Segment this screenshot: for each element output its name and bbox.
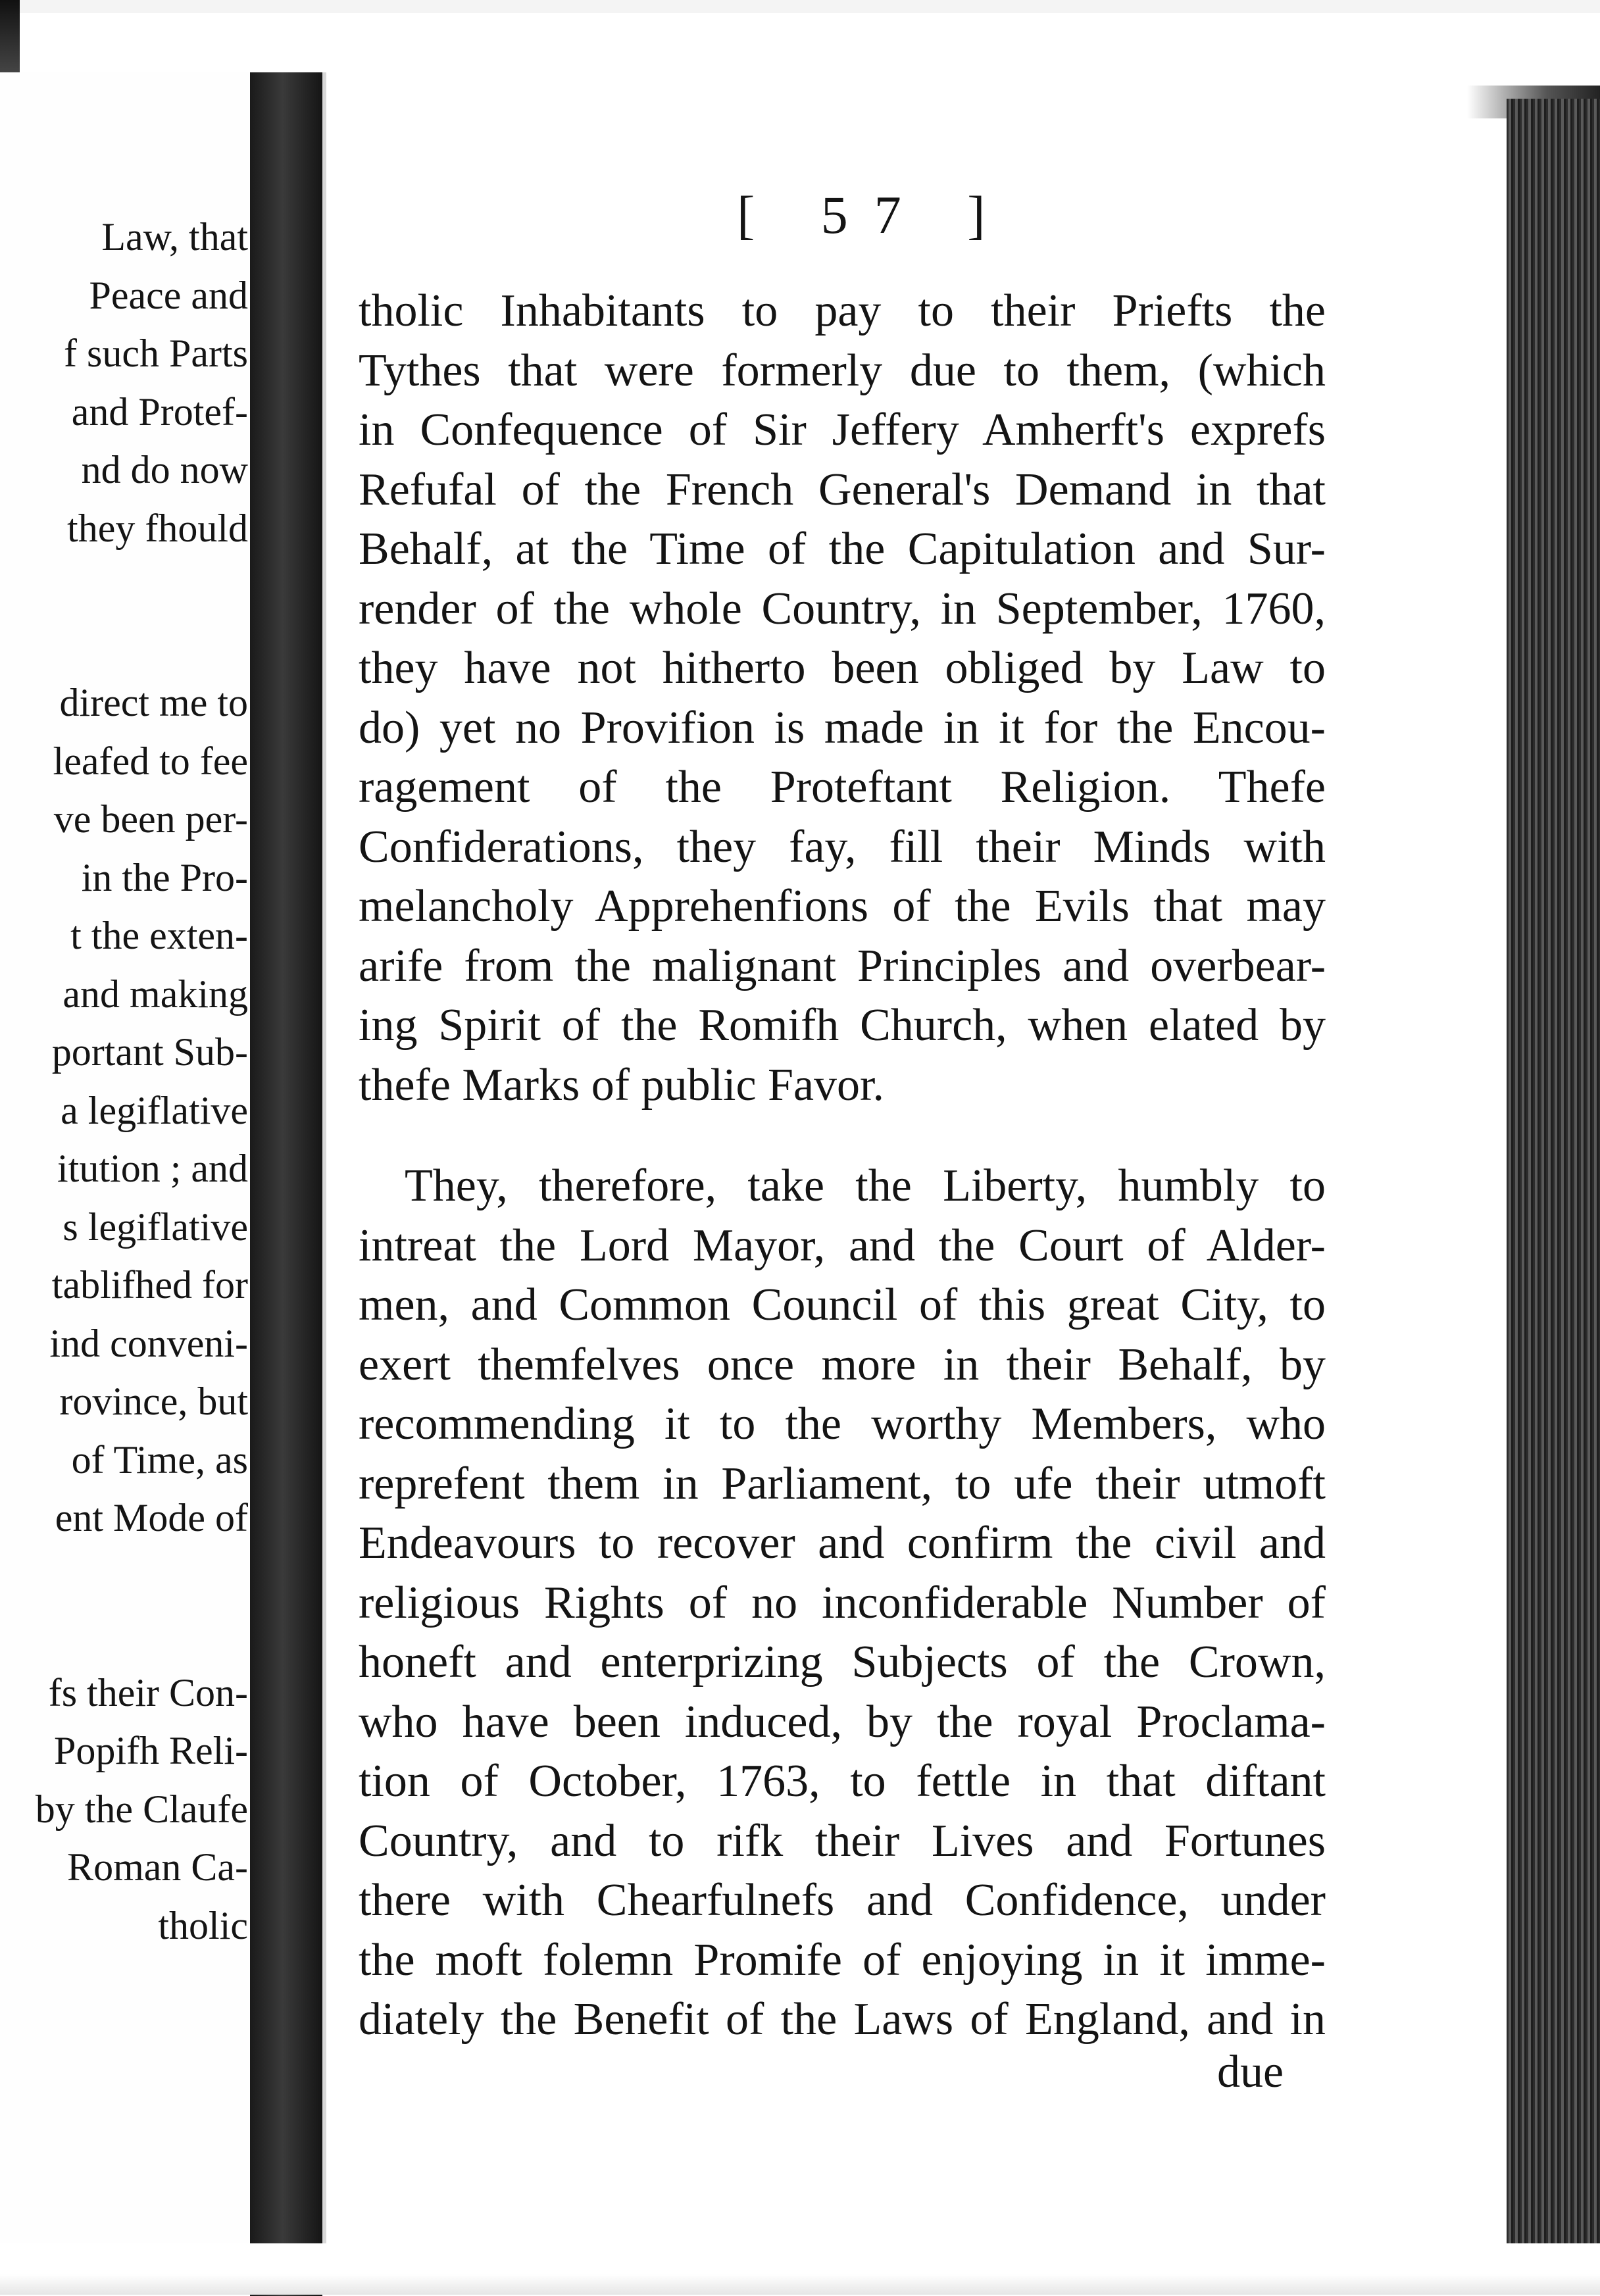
left-page-line: Popifh Reli- [54, 1729, 248, 1772]
left-page-line: leafed to fee [53, 739, 248, 783]
left-page-line: itution ; and [57, 1147, 248, 1190]
text-line: Confiderations, they fay, fill their Minds with [359, 821, 1326, 872]
text-line: men, and Common Council of this great City, to [359, 1280, 1326, 1330]
text-line: ing Spirit of the Romifh Church, when elated by [359, 1000, 1326, 1051]
text-line: melancholy Apprehenfions of the Evils that may [359, 881, 1326, 932]
left-page-line: tablifhed for [51, 1263, 248, 1307]
left-page-line: t the exten- [70, 914, 248, 957]
text-line: Behalf, at the Time of the Capitulation and Sur- [359, 524, 1326, 574]
text-line: they have not hitherto been obliged by Law to [359, 643, 1326, 693]
left-page-line: f such Parts [64, 332, 248, 375]
scan-corner-shadow [0, 0, 20, 72]
text-line: thefe Marks of public Favor. [359, 1059, 884, 1111]
left-page-line: Peace and [89, 273, 248, 317]
text-line: diately the Benefit of the Laws of England, and in [359, 1994, 1326, 2045]
left-page-line: they fhould [67, 506, 248, 550]
text-line: in Confequence of Sir Jeffery Amherft's exprefs [359, 405, 1326, 455]
left-page-line: a legiflative [61, 1088, 248, 1132]
text-line: intreat the Lord Mayor, and the Court of Alder- [359, 1220, 1326, 1271]
left-page-line: portant Sub- [51, 1030, 248, 1074]
text-line: arife from the malignant Principles and overbear- [359, 940, 1326, 991]
left-page-line: ent Mode of [55, 1496, 248, 1539]
left-page-line: and making [63, 972, 248, 1016]
text-line: reprefent them in Parliament, to ufe their utmoft [359, 1458, 1326, 1509]
book-gutter [250, 72, 322, 2296]
text-line: exert themfelves once more in their Behalf, by [359, 1339, 1326, 1390]
left-page-line: ve been per- [53, 797, 248, 841]
text-line: Endeavours to recover and confirm the civil and [359, 1518, 1326, 1568]
left-page-line: and Protef- [71, 389, 248, 434]
text-line: They, therefore, take the Liberty, humbly to [405, 1160, 1326, 1211]
text-line: recommending it to the worthy Members, who [359, 1399, 1326, 1449]
text-line: who have been induced, by the royal Proclama- [359, 1696, 1326, 1747]
text-line: Tythes that were formerly due to them, (which [359, 345, 1326, 396]
left-facing-page [0, 72, 253, 2243]
text-line: Refufal of the French General's Demand in that [359, 464, 1326, 515]
text-line: tion of October, 1763, to fettle in that diftant [359, 1756, 1326, 1807]
left-page-line: tholic [158, 1903, 248, 1947]
text-line: ragement of the Proteftant Religion. Thefe [359, 762, 1326, 812]
left-page-line: direct me to [59, 681, 248, 724]
left-page-line: in the Pro- [81, 855, 248, 899]
text-line: do) yet no Provifion is made in it for the Encou- [359, 702, 1326, 753]
page-fore-edge [1507, 99, 1600, 2270]
text-line: Country, and to rifk their Lives and Fortunes [359, 1815, 1326, 1866]
left-page-line: rovince, but [59, 1380, 248, 1423]
text-line: there with Chearfulnefs and Confidence, under [359, 1875, 1326, 1926]
catchword: due [1217, 2047, 1284, 2097]
left-page-line: Law, that [101, 215, 248, 259]
text-line: the moft folemn Promife of enjoying in it imme- [359, 1934, 1326, 1985]
scan-top-margin [0, 0, 1600, 13]
text-line: tholic Inhabitants to pay to their Priefts the [359, 286, 1326, 336]
left-page-line: nd do now [81, 448, 248, 491]
left-page-line: s legiflative [63, 1205, 248, 1249]
left-page-line: Roman Ca- [67, 1845, 248, 1889]
left-page-line: of Time, as [71, 1437, 248, 1482]
left-page-line: fs their Con- [48, 1670, 248, 1714]
scan-bottom-margin [0, 2243, 1600, 2295]
left-page-line: ind conveni- [49, 1321, 248, 1365]
text-line: religious Rights of no inconfiderable Number of [359, 1577, 1326, 1628]
page-number: [ 57 ] [737, 185, 1012, 245]
text-line: honeft and enterprizing Subjects of the Crown, [359, 1637, 1326, 1687]
text-line: render of the whole Country, in September, 1760, [359, 583, 1326, 634]
left-page-line: by the Claufe [35, 1787, 248, 1831]
